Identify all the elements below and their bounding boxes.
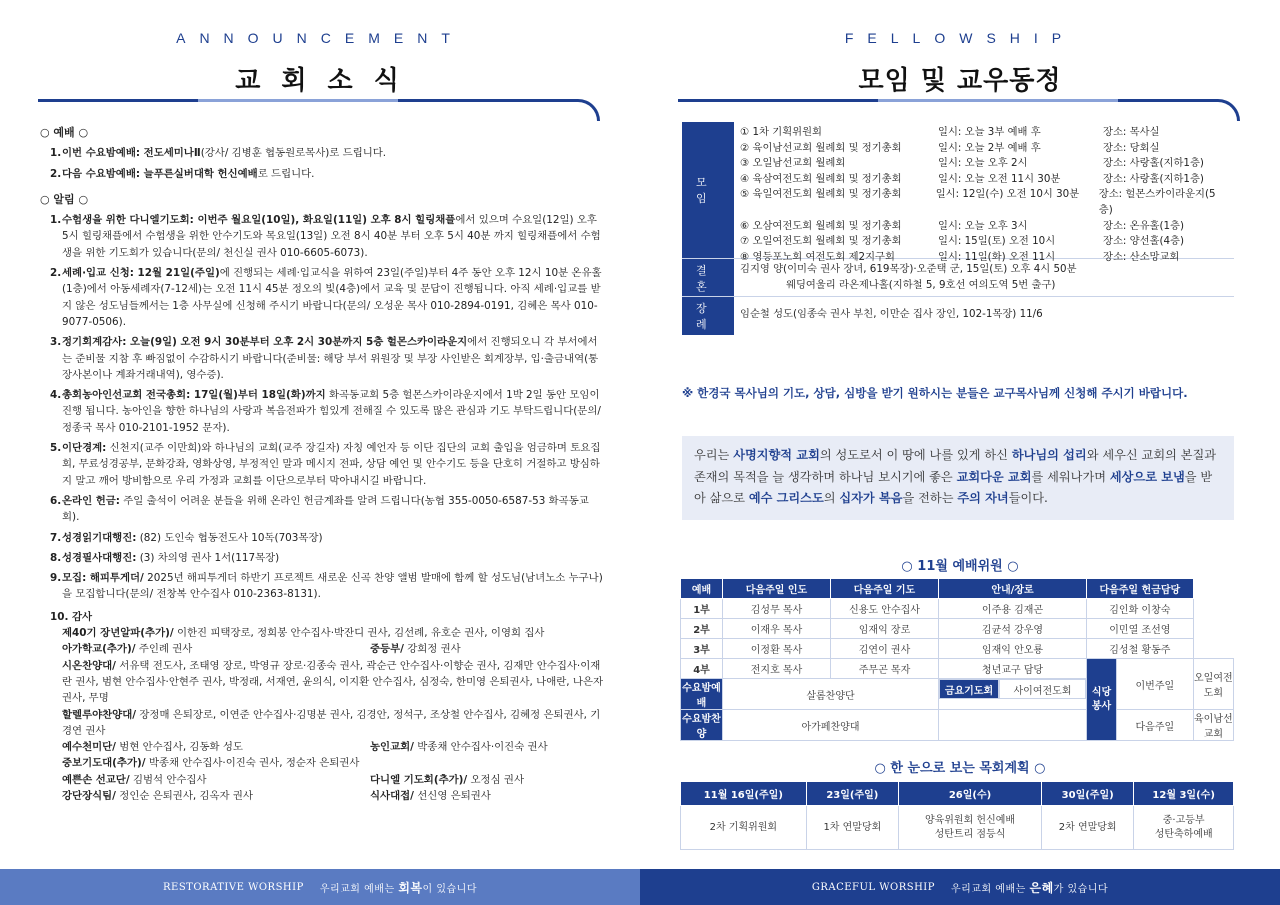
thanks-names: 범현 안수집사, 김동화 성도: [115, 741, 243, 754]
right-footer: [640, 869, 1280, 905]
item-heading: 이번 수요밤예배: 전도세미나Ⅱ: [62, 147, 201, 160]
meeting-name: ① 1차 기획위원회: [740, 126, 823, 138]
duty-header-cell: 다음주일 기도: [831, 579, 939, 599]
thanks-group: [62, 755, 359, 771]
duty-cell: 이주용 김재곤: [939, 599, 1087, 619]
plan-event: 양육위원회 헌신예배 성탄트리 점등식: [899, 806, 1042, 850]
meeting-time: 일시: 오늘 오후 2시: [938, 157, 1028, 170]
meeting-name: ⑥ 오삼여전도회 월례회 및 정기총회: [740, 219, 902, 232]
item-number: 3.: [50, 336, 62, 349]
meetings-label: 모 임: [682, 122, 734, 258]
thanks-entry: [62, 739, 606, 755]
left-title-rule: [38, 99, 600, 121]
plan-event: 중·고등부 성탄축하예배: [1134, 806, 1234, 850]
meeting-name: ⑤ 육일여전도회 월례회 및 정기총회: [740, 188, 902, 201]
duty-row: [681, 710, 1234, 741]
meeting-entry: [740, 156, 1228, 172]
mission-phrase: 하나님의 섭리: [1011, 448, 1087, 462]
duty-header-cell: 안내/장로: [939, 579, 1087, 599]
plan-date: 11월 16일(주일): [681, 782, 807, 806]
duty-cell: 이재우 목사: [723, 619, 831, 639]
meeting-place: 장소: 사랑홀(지하1층): [1103, 172, 1204, 185]
thanks-group-name: 다니엘 기도회(추가)/: [370, 773, 468, 786]
duty-row: [681, 639, 1234, 659]
meeting-entry: [740, 172, 1228, 188]
duty-cell: 김연이 권사: [831, 639, 939, 659]
footer-korean: 우리교회 예배는 회복이 있습니다: [319, 880, 477, 895]
thanks-group-name: 제40기 장년알파(추가)/: [62, 627, 174, 640]
notice-item: [40, 530, 606, 546]
item-text: 화곡동교회 5층 헐몬스카이라운지에서 1박 2일 동안 모임이 진행 됩니다. 농아인을 향한 하나님의 사랑과 복음전파가 힘있게 전해질 수 있도록 많은 관심과 기도 부탁드립니다(문의/ 정종국 목사 010-2101-1952 문자).: [62, 389, 601, 434]
duty-wed-label: 수요밤예배: [681, 679, 723, 710]
meetings-row: [682, 122, 1234, 263]
duty-cell: 이정환 목사: [723, 639, 831, 659]
meeting-entry: [740, 219, 1228, 235]
thanks-group-name: 아가학교(추가)/: [62, 643, 136, 656]
item-heading: 정기회계감사: 오늘(9일) 오전 9시 30분부터 오후 2시 30분까지 5층 헐몬스카이라운지: [62, 336, 468, 349]
mission-phrase: 을 전하는: [902, 491, 958, 505]
worship-item: [40, 145, 606, 161]
thanks-entry: [62, 772, 606, 788]
thanks-list: [40, 625, 606, 804]
thanks-group: [62, 625, 544, 641]
fellowship-kicker: FELLOWSHIP: [844, 30, 1076, 46]
worship-item: [40, 166, 606, 182]
plan-event: 2차 연말당회: [1042, 806, 1134, 850]
thanks-group: [62, 658, 606, 707]
plan-header-row: [681, 782, 1234, 806]
fellowship-title: 모임 및 교우동정: [858, 66, 1062, 96]
mission-phrase: 를 세워나가며: [1031, 469, 1110, 484]
notice-item: [40, 550, 606, 566]
notice-item: [40, 212, 606, 261]
item-text: 에서 진행되오니 각 부서에서는 준비물 지참 후 빠짐없이 수감하시기 바랍니다(준비물: 해당 부서 위원장 및 부장 사인받은 회계장부, 입·출금내역(통장사본이나 계좌거래내역), 영수증).: [62, 336, 599, 381]
wedding-info: 김지영 양(이미숙 권사 장녀, 619목장)·오준택 군, 15일(토) 오후 4시 50분 웨딩여울리 라온제나홀(지하철 5, 9호선 여의도역 5번 출구): [740, 263, 1077, 291]
meeting-place: 장소: 당회실: [1103, 141, 1160, 154]
plan-body-row: [681, 806, 1234, 850]
mission-phrase: 을 받아 삶으로: [694, 469, 1213, 505]
plan-event: 1차 연말당회: [806, 806, 898, 850]
funeral-row: [682, 297, 1234, 335]
thanks-names: 박종채 안수집사·이진숙 권사: [413, 741, 548, 754]
mission-phrase: 십자가 복음: [839, 491, 903, 505]
duty-wed-value: 아가페찬양대: [723, 710, 939, 741]
meeting-name: ⑧ 영등포노회 여전도회 제2지구회: [740, 250, 895, 263]
thanks-group-name: 중보기도대(추가)/: [62, 757, 146, 770]
meeting-time: 일시: 11일(화) 오전 11시: [938, 250, 1056, 263]
notice-list: [40, 212, 606, 603]
item-number: 6.: [50, 494, 62, 507]
duty-cell: 김성무 목사: [723, 599, 831, 619]
thanks-names: 박종채 안수집사·이진숙 권사, 정순자 은퇴권사: [145, 757, 360, 770]
item-heading: 성경읽기대행진:: [62, 531, 137, 544]
notice-item: [40, 265, 606, 330]
item-text: 2025년 해피투게더 하반기 프로젝트 새로운 신곡 찬양 앨범 발매에 함께 할 성도님(남녀노소 누구나)을 모집합니다(문의/ 전창복 안수집사 010-2363-8131).: [62, 572, 603, 601]
wedding-label: 결 혼: [682, 259, 734, 296]
meeting-time: 일시: 오늘 3부 예배 후: [938, 126, 1041, 138]
plan-event: 2차 기획위원회: [681, 806, 807, 850]
item-number: 9.: [50, 572, 62, 585]
mission-phrase: 와 세우신 교회의 본질과 존재의 목적을 늘 생각하며 하나님 보시기에 좋은: [694, 448, 1217, 484]
duty-fri-cell: [939, 679, 1087, 710]
meeting-time: 일시: 12일(수) 오전 10시 30분: [935, 188, 1080, 201]
thanks-group-name: 농인교회/: [370, 741, 414, 754]
item-heading: 이단경계:: [62, 442, 107, 455]
meal-week: 다음주일: [1117, 710, 1194, 741]
mission-phrase: 세상으로 보냄: [1109, 469, 1185, 484]
meeting-place: 장소: 목사실: [1103, 126, 1160, 138]
item-heading: 세례·입교 신청: 12월 21일(주일): [62, 267, 220, 280]
meeting-time: 일시: 15일(토) 오전 10시: [938, 235, 1056, 248]
duty-wed-value: 살롬찬양단: [723, 679, 939, 710]
notice-item: [40, 440, 606, 489]
wedding-row: [682, 259, 1234, 297]
thanks-heading: 10. 감사: [50, 610, 93, 623]
plan-table: [680, 781, 1234, 850]
announcement-body: [40, 121, 606, 804]
meeting-name: ④ 육삼여전도회 월례회 및 정기총회: [740, 172, 902, 185]
thanks-group-name: 시온찬양대/: [62, 659, 116, 672]
announcement-kicker: ANNOUNCEMENT: [176, 30, 464, 46]
meeting-name: ③ 오일남선교회 월례회: [740, 157, 846, 170]
meeting-name: ⑦ 오일여전도회 월례회 및 정기총회: [740, 235, 902, 248]
notice-item: [40, 334, 606, 383]
mission-phrase: 들이다.: [1008, 491, 1048, 505]
notice-heading: ○ 알림 ○: [40, 192, 89, 206]
footer-english: RESTORATIVE WORSHIP: [163, 881, 304, 893]
item-number: 5.: [50, 442, 62, 455]
announcement-title: 교 회 소 식: [235, 66, 405, 96]
meeting-entry: [740, 125, 1228, 141]
thanks-group: [62, 707, 606, 740]
meal-week: 이번주일: [1117, 659, 1194, 710]
thanks-group: [370, 772, 524, 788]
thanks-group-name: 예쁜손 선교단/: [62, 773, 130, 786]
plan-title: ○ 한 눈으로 보는 목회계획 ○: [874, 761, 1046, 776]
duty-row: [681, 659, 1234, 679]
meeting-time: 일시: 오늘 2부 예배 후: [938, 141, 1041, 154]
thanks-group: [370, 739, 548, 755]
item-heading: 수험생을 위한 다니엘기도회: 이번주 월요일(10일), 화요일(11일) 오후 8시 힐링채플: [62, 214, 456, 227]
item-number: 2.: [50, 267, 62, 280]
thanks-names: 주인례 권사: [135, 643, 193, 656]
item-heading: 온라인 헌금:: [62, 494, 120, 507]
thanks-entry: [62, 755, 606, 771]
thanks-entry: [62, 658, 606, 707]
mission-phrase: 주의 자녀: [957, 491, 1009, 505]
thanks-names: 선신영 은퇴권사: [413, 789, 491, 802]
duty-header-cell: 다음주일 인도: [723, 579, 831, 599]
item-number: 1.: [50, 214, 62, 227]
duty-row: [681, 619, 1234, 639]
meeting-place: 장소: 산소망교회: [1103, 250, 1180, 263]
duty-cell: 임재익 장로: [831, 619, 939, 639]
duty-header-cell: 예배: [681, 579, 723, 599]
worship-heading: ○ 예배 ○: [40, 126, 89, 139]
notice-item: [40, 570, 606, 603]
plan-date: 23일(주일): [806, 782, 898, 806]
item-number: 8.: [50, 551, 62, 564]
footer-korean: 우리교회 예배는 은혜가 있습니다: [950, 880, 1109, 895]
meetings-list: [734, 122, 1234, 263]
item-text: (3) 차의영 권사 1서(117목장): [136, 551, 280, 564]
mission-phrase: 우리는: [694, 448, 734, 462]
thanks-names: 정인순 은퇴권사, 김옥자 권사: [115, 789, 253, 802]
duty-wed-label: 수요밤찬양: [681, 710, 723, 741]
meal-label: 식당 봉사: [1087, 659, 1117, 741]
duty-row: [681, 599, 1234, 619]
meeting-name: ② 육이남선교회 월례회 및 정기총회: [740, 141, 902, 154]
thanks-group-name: 할렐루야찬양대/: [62, 708, 137, 721]
meeting-place: 장소: 사랑홀(지하1층): [1103, 157, 1204, 170]
duty-service: 2부: [681, 619, 723, 639]
meeting-time: 일시: 오늘 오후 3시: [938, 219, 1028, 232]
duty-empty-cell: [939, 710, 1087, 741]
item-heading: 성경필사대행진:: [62, 551, 137, 564]
mission-phrase: 의: [823, 491, 840, 505]
duty-cell: 청년교구 담당: [939, 659, 1087, 679]
duty-cell: 임재익 안오룡: [939, 639, 1087, 659]
mission-statement: [682, 436, 1234, 520]
fellowship-info-box: [682, 122, 1234, 335]
thanks-names: 서유택 전도사, 조태영 장로, 박영규 장로·김종숙 권사, 곽순근 안수집사·이향순 권사, 김재만 안수집사·이재란 권사, 범현 안수집사·안현주 권사, 박정래, 서재연, 윤의식, 이지환 안수집사, 심정숙, 한미영 은퇴권사, 나애란, 나은자 권사, 무명: [62, 659, 603, 705]
duty-cell: 김균석 강우영: [939, 619, 1087, 639]
thanks-group-name: 예수천미단/: [62, 741, 116, 754]
duty-cell: 이민열 조선영: [1087, 619, 1194, 639]
thanks-group: [62, 641, 370, 657]
worship-list: [40, 145, 606, 182]
thanks-group-name: 강단장식팀/: [62, 789, 116, 802]
notice-item: [40, 493, 606, 526]
duty-service: 1부: [681, 599, 723, 619]
item-heading: 총회농아인선교회 전국총회: 17일(월)부터 18일(화)까지: [62, 389, 326, 402]
notice-item: [40, 387, 606, 436]
duty-fri-value: 사이여전도회: [999, 679, 1086, 699]
meeting-time: 일시: 오늘 오전 11시 30분: [938, 172, 1061, 185]
thanks-entry: [62, 707, 606, 740]
meeting-entry: [740, 234, 1228, 250]
item-number: 7.: [50, 531, 62, 544]
thanks-names: 이한진 피택장로, 정희봉 안수집사·박잔디 권사, 김선례, 유호순 권사, 이영희 집사: [173, 627, 545, 640]
item-text: (강사/ 김병훈 협동원로목사)로 드립니다.: [200, 147, 387, 160]
pastor-notice: ※ 한경국 목사님의 기도, 상담, 심방을 받기 원하시는 분들은 교구목사님께 신청해 주시기 바랍니다.: [682, 386, 1188, 400]
thanks-group: [370, 641, 461, 657]
meal-group: 육이남선교회: [1193, 710, 1233, 741]
duty-service: 3부: [681, 639, 723, 659]
meeting-place: 장소: 양선홀(4층): [1103, 235, 1185, 248]
thanks-group: [370, 788, 491, 804]
duty-cell: 김성철 황동주: [1087, 639, 1194, 659]
duty-title: ○ 11월 예배위원 ○: [901, 559, 1019, 574]
duty-header-row: [681, 579, 1234, 599]
item-number: 4.: [50, 389, 62, 402]
item-text: 에서 있으며 수요일(12일) 오후 5시 힐링채플에서 수험생을 위한 안수기도와 목요일(13일) 오전 8시 40분 부터 오후 5시 40분 까지 힐링채플에서 수험생을 위한 기도회가 있습니다(문의/ 천신실 권사 010-6605-6073).: [62, 214, 601, 259]
thanks-names: 오정심 권사: [467, 773, 525, 786]
right-title-rule: [678, 99, 1240, 121]
thanks-group: [62, 788, 370, 804]
item-number: 2.: [50, 167, 62, 180]
thanks-entry: [62, 625, 606, 641]
thanks-entry: [62, 641, 606, 657]
item-number: 1.: [50, 147, 62, 160]
meeting-place: 장소: 헐몬스카이라운지(5층): [1098, 188, 1216, 216]
thanks-group: [62, 739, 370, 755]
meeting-place: 장소: 온유홀(1층): [1103, 219, 1185, 232]
thanks-group: [62, 772, 370, 788]
duty-service: 4부: [681, 659, 723, 679]
mission-phrase: 의 성도로서 이 땅에 나를 있게 하신: [819, 448, 1012, 462]
item-text: 에 진행되는 세례·입교식을 위하여 23일(주일)부터 4주 동안 오후 12시 10분 온유홀(1층)에서 아동세례자(7-12세)는 오전 11시 45분 정오의 빛(4층)에서 교육 및 문답이 진행됩니다. 아직 세례·입교를 받지 않은 성도님들께서는 1층 사무실에 신청해 주시기 바랍니다(문의/ 오성운 목사 010-2894-0191, 김혜은 목사 010-9077-0506).: [62, 267, 602, 328]
duty-cell: 주무곤 목자: [831, 659, 939, 679]
duty-table: [680, 578, 1234, 741]
mission-phrase: 사명지향적 교회: [733, 448, 820, 462]
left-footer: [0, 869, 640, 905]
item-text: 신천지(교주 이만희)와 하나님의 교회(교주 장길자) 자칭 예언자 등 이단 집단의 교회 출입을 엄금하며 토요집회, 무료성경공부, 문화강좌, 영화상영, 부정적인 말과 메시지 전파, 상담 예언 및 안수기도 등을 단호히 거절하고 방심하지 말고 깨어 방비함으로 우리 가정과 교회를 이단으로부터 막아내시길 바랍니다.: [62, 442, 601, 487]
item-text: 로 드립니다.: [257, 167, 315, 180]
duty-header-cell: 다음주일 헌금담당: [1087, 579, 1194, 599]
thanks-group-name: 식사대접/: [370, 789, 414, 802]
duty-cell: 김인화 이창숙: [1087, 599, 1194, 619]
mission-phrase: 예수 그리스도: [748, 491, 824, 505]
funeral-info: 임순철 성도(임종숙 권사 부친, 이만순 집사 장인, 102-1목장) 11/6: [740, 308, 1043, 320]
meeting-entry: [740, 141, 1228, 157]
duty-cell: 신용도 안수집사: [831, 599, 939, 619]
mission-phrase: 교회다운 교회: [956, 469, 1032, 484]
meal-group: 오일여전도회: [1193, 659, 1233, 710]
thanks-names: 김범석 안수집사: [129, 773, 207, 786]
plan-date: 26일(수): [899, 782, 1042, 806]
thanks-names: 강희정 권사: [403, 643, 461, 656]
footer-english: GRACEFUL WORSHIP: [811, 881, 935, 893]
plan-date: 12월 3일(수): [1134, 782, 1234, 806]
item-heading: 다음 수요밤예배: 늘푸른실버대학 헌신예배: [62, 167, 258, 180]
thanks-names: 장정매 은퇴장로, 이연준 안수집사·김명분 권사, 김경안, 정석구, 조상철 안수집사, 김혜정 은퇴권사, 기경연 권사: [62, 708, 601, 737]
item-heading: 모집: 해피투게더/: [62, 572, 144, 585]
item-text: 주일 출석이 어려운 분들을 위해 온라인 헌금계좌를 알려 드립니다(농협 355-0050-6587-53 화곡동교회).: [62, 494, 589, 524]
duty-cell: 전지호 목사: [723, 659, 831, 679]
plan-date: 30일(주일): [1042, 782, 1134, 806]
meeting-entry: [740, 187, 1228, 218]
item-text: (82) 도인숙 협동전도사 10독(703목장): [136, 531, 323, 544]
thanks-entry: [62, 788, 606, 804]
thanks-group-name: 중등부/: [370, 643, 404, 656]
duty-fri-label: 금요기도회: [939, 679, 999, 699]
funeral-label: 장 례: [682, 297, 734, 335]
